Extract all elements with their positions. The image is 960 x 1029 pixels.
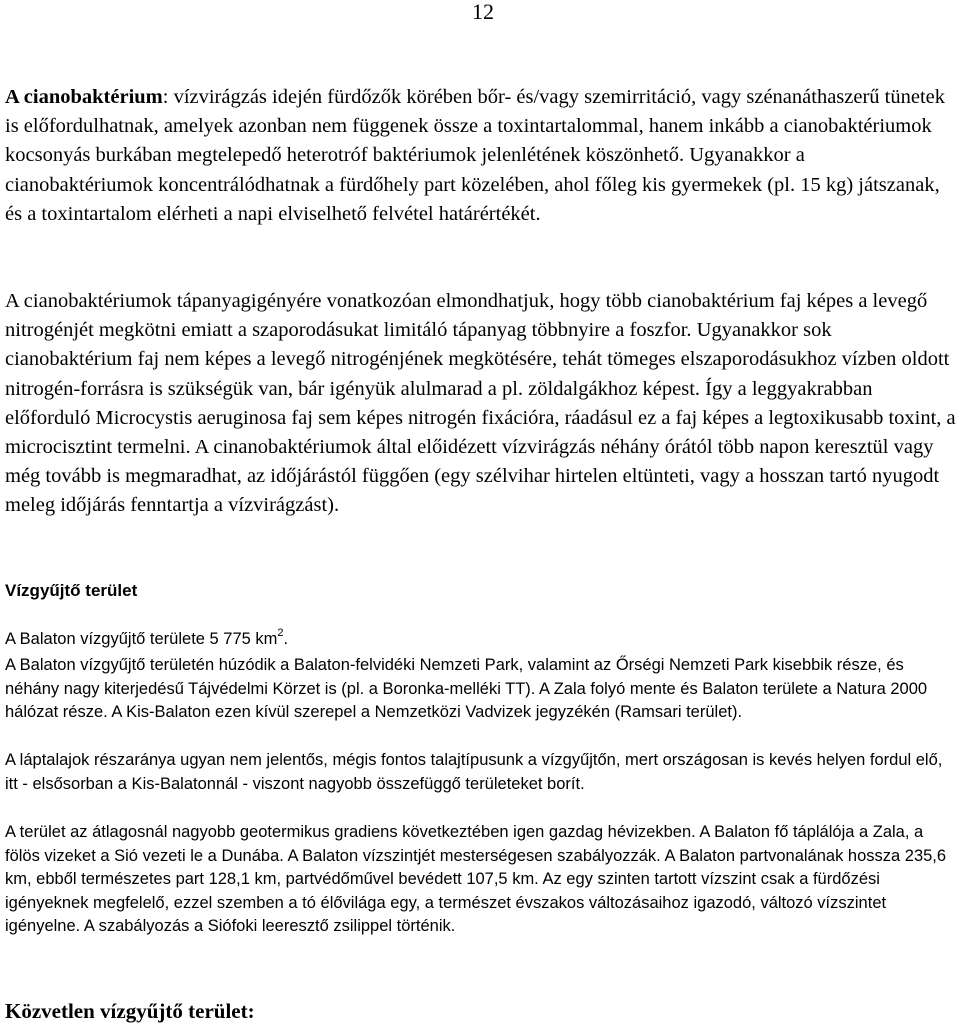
section-paragraph-peat-soils: A láptalajok részaránya ugyan nem jelentős, mégis fontos talajtípusunk a vízgyűjtőn, mert országosan is kevés helyen fordul elő, itt - elsősorban a Kis-Balatonnál - viszont nagyobb összefüggő területeket borít. <box>5 751 943 793</box>
paragraph-text: : vízvirágzás idején fürdőzők körében bőr- és/vagy szemirritáció, vagy szénanáthaszerű tünetek is előfordulhatnak, amelyek azonban nem függenek össze a toxintartalommal, hanem inkább a cianobaktériumok kocsonyás burkában megtelepedő heterotróf baktériumok jelenlétének köszönhető. Ugyanakkor a cianobaktériumok koncentrálódhatnak a fürdőhely part közelében, ahol főleg kis gyermekek (pl. 15 kg) játszanak, és a toxintartalom elérheti a napi elviselhető felvétel határértékét. <box>5 86 946 225</box>
area-text: A Balaton vízgyűjtő területe 5 775 km <box>5 630 278 648</box>
next-section-heading: Közvetlen vízgyűjtő terület: <box>5 999 255 1023</box>
area-superscript: 2 <box>277 626 284 639</box>
catchment-area-line <box>5 628 957 652</box>
lead-term: A cianobaktérium <box>5 86 163 108</box>
area-suffix: . <box>283 630 289 648</box>
section-paragraph-water-regulation: A terület az átlagosnál nagyobb geotermikus gradiens következtében igen gazdag hévizekben. A Balaton fő táplálója a Zala, a fölös vizeket a Sió vezeti le a Dunába. A Balaton vízszintjét mesterségesen szabályozzák. A Balaton partvonalának hossza 235,6 km, ebből természetes part 128,1 km, partvédőművel bevédett 107,5 km. Az egy szinten tartott vízszint csak a fürdőzési igényeknek megfelelő, ezzel szemben a tó élővilága egy, a természet évszakos változásaihoz igazodó, változó vízszintet igényelne. A szabályozás a Siófoki leeresztő zsilippel történik. <box>5 823 947 936</box>
section-paragraph-protected-areas: A Balaton vízgyűjtő területén húzódik a Balaton-felvidéki Nemzeti Park, valamint az Őrségi Nemzeti Park kisebbik része, és néhány nagy kiterjedésű Tájvédelmi Körzet is (pl. a Boronka-melléki TT). A Zala folyó mente és Balaton területe a Natura 2000 hálózat része. A Kis-Balaton ezen kívül szerepel a Nemzetközi Vadvizek jegyzékén (Ramsari terület). <box>5 656 928 722</box>
paragraph-nutrient-needs: A cianobaktériumok tápanyagigényére vonatkozóan elmondhatjuk, hogy több cianobaktérium faj képes a levegő nitrogénjét megkötni emiatt a szaporodásukat limitáló tápanyag többnyire a foszfor. Ugyanakkor sok cianobaktérium faj nem képes a levegő nitrogénjének megkötésére, tehát tömeges elszaporodásukhoz vízben oldott nitrogén-forrásra is szükségük van, bár igényük alulmarad a pl. zöldalgákhoz képest. Így a leggyakrabban előforduló Microcystis aeruginosa faj sem képes nitrogén fixációra, ráadásul ez a faj képes a legtoxikusabb toxint, a microcisztint termelni. A cinanobaktériumok által előidézett vízvirágzás néhány órától több napon keresztül vagy még tovább is megmaradhat, az időjárástól függően (egy szélvihar hirtelen eltünteti, vagy a hosszan tartó nyugodt meleg időjárás fenntartja a vízvirágzást). <box>5 290 956 517</box>
page-number: 12 <box>472 0 494 24</box>
paragraph-cyanobacteria-bathing <box>5 83 957 229</box>
section-heading: Vízgyűjtő terület <box>5 581 138 600</box>
